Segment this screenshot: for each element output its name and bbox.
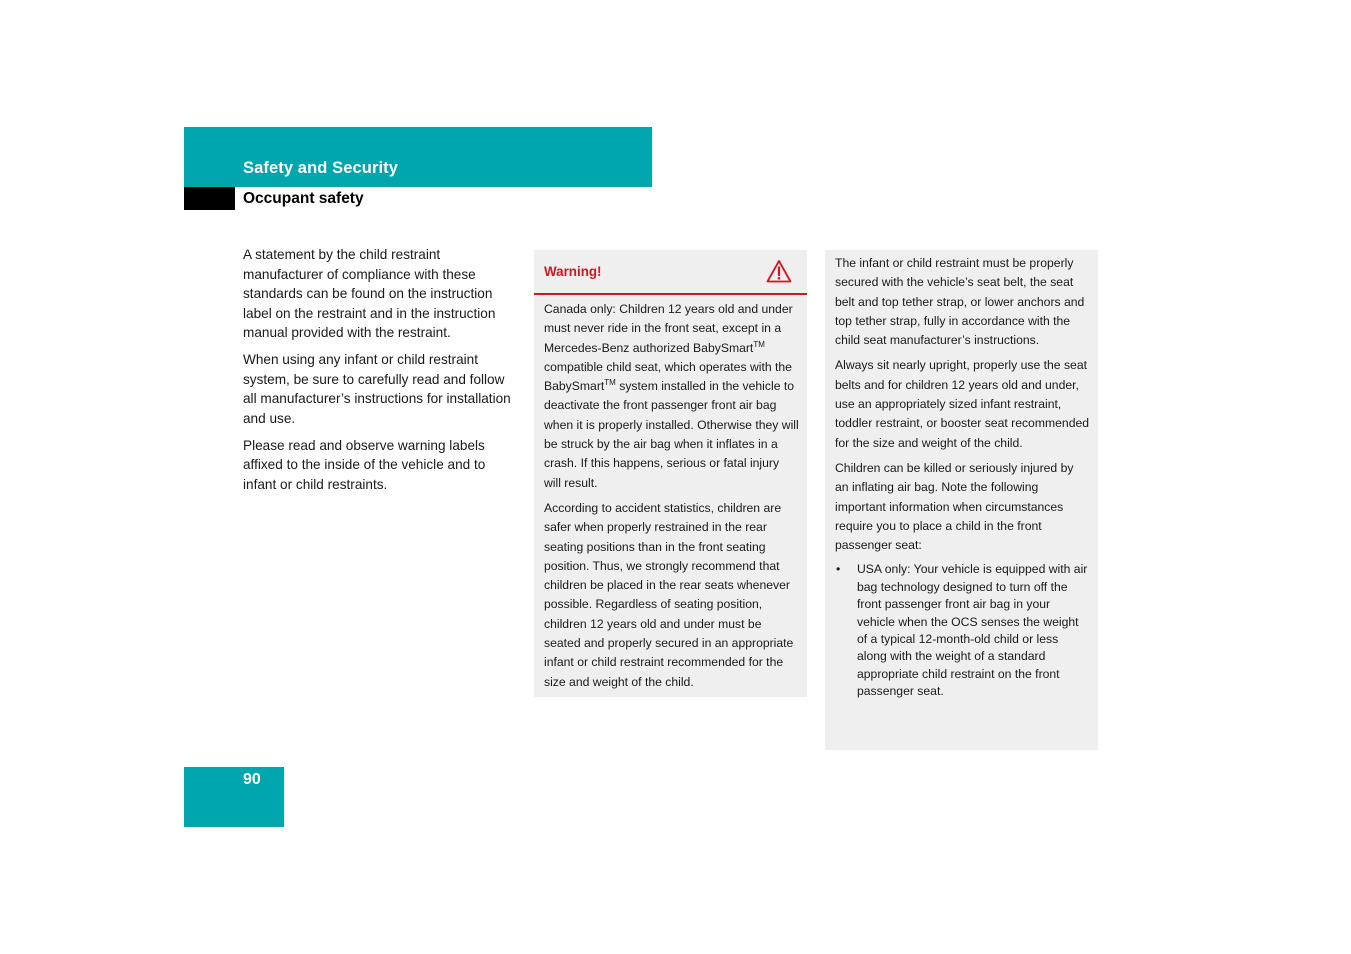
header-band (184, 127, 652, 187)
warning-body (534, 295, 807, 692)
warning-header (534, 250, 807, 295)
paragraph: Always sit nearly upright, properly use the seat belts and for children 12 years old and under, use an appropriately sized infant restraint, toddler restraint, or booster seat recommended for the size and weight of the child. (835, 358, 1090, 450)
page-number: 90 (243, 771, 261, 788)
trademark: TM (604, 378, 616, 388)
bullet-icon: • (836, 562, 841, 577)
paragraph: Please read and observe warning labels affixed to the inside of the vehicle and to infant or child restraints. (243, 437, 486, 492)
page-number-box (184, 767, 284, 827)
warning-box (534, 250, 807, 697)
warning-triangle-icon (766, 259, 792, 283)
warning-paragraph: According to accident statistics, children are safer when properly restrained in the rear seating positions than in the front seating position. Thus, we strongly recommend that children be placed in the rear seats whenever possible. Regardless of seating position, children 12 years old and under must be seated and properly secured in an appropriate infant or child restraint recommended for the size and weight of the child. (544, 500, 794, 689)
section-title: Safety and Security (243, 159, 399, 177)
paragraph: The infant or child restraint must be properly secured with the vehicle’s seat belt, the seat belt and top tether strap, or lower anchors and top tether strap, fully in accordance with the child seat manufacturer’s instructions. (835, 256, 1085, 348)
list-item: • USA only: Your vehicle is equipped with air bag technology designed to turn off the front passenger front air bag in your vehicle when the OCS senses the weight of a typical 12-month-old child or less along with the weight of a standard appropriate child restraint on the front passenger seat. (836, 562, 1088, 699)
paragraph: Children can be killed or seriously injured by an inflating air bag. Note the following important information when circumstances require you to place a child in the front passenger seat: (835, 460, 1074, 553)
paragraph: A statement by the child restraint manufacturer of compliance with these standards can be found on the instruction label on the restraint and in the instruction manual provided with the restraint. (243, 247, 496, 340)
trademark: TM (753, 339, 765, 349)
bullet-list (835, 561, 1090, 700)
info-box (825, 250, 1098, 750)
section-marker-tab (184, 187, 235, 210)
subsection-title: Occupant safety (243, 190, 364, 207)
warning-paragraph: Canada only: Children 12 years old and under must never ride in the front seat, except in a Mercedes-Benz authorized BabySmart™ compatible child seat, which operates with the BabySmart™ system installed in the vehicle to deactivate the front passenger front air bag when it is properly installed. Otherwise they will be struck by the air bag when it inflates in a crash. If this happens, serious or fatal injury will result. (544, 302, 799, 490)
paragraph: When using any infant or child restraint system, be sure to carefully read and follow all manufacturer’s instructions for installation and use. (243, 352, 511, 426)
left-column-text (243, 245, 518, 502)
warning-label: Warning! (544, 264, 602, 279)
